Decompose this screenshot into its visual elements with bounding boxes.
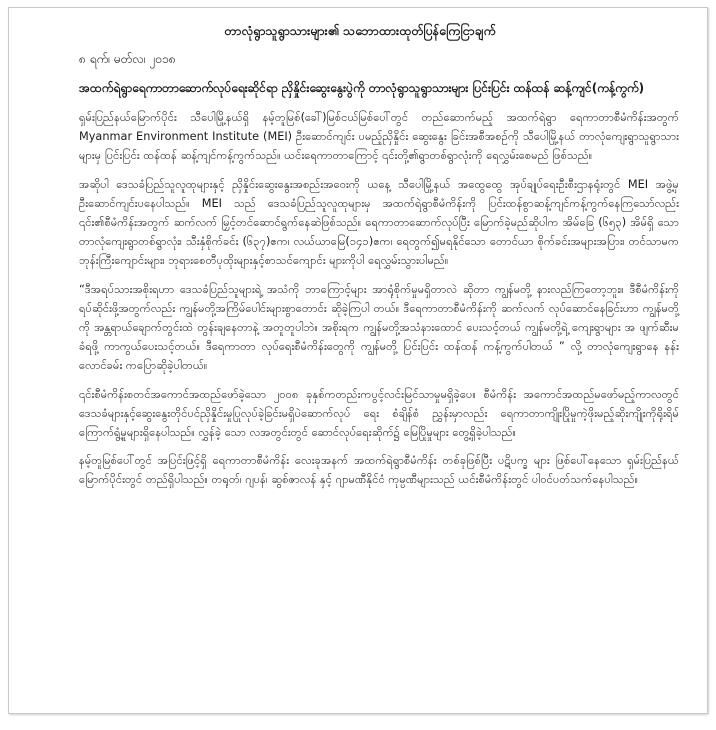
paragraph-3: “ဒီအရပ်သားအစိုးရဟာ ဒေသခံပြည်သူများရဲ့ အသံကို ဘာကြောင့်များ အာရုံစိုက်မှုမရှိတာလဲ ဆိုတာ ကျွန်မတို့ နားလည်ကြတော့ဘူး။ ဒီစီမံကိန်းကို ရပ်ဆိုင်းဖို့အတွက်လည်း ကျွန်မတို့အကြိမ်ပေါင်းများစွာတောင်း ဆိုခဲ့ကြပါ တယ်။ ဒီရေကာတာစီမံကိန်းကို ဆက်လက် လုပ်ဆောင်နေခြင်းဟာ ကျွန်မတို့ကို အန္တရာယ်ချောက်တွင်းထဲ တွန်းချနေတာနဲ့ အတူတူပါဘဲ။ အစိုးရက ကျွန်မတို့အသံနားထောင် ပေးသင့်တယ် ကျွန်မတို့ရဲ့ ကျေးရွာများ အ ဖျက်ဆီးမခံရဖို့ ကာကွယ်ပေးသင့်တယ်။ ဒီရေကာတာ လုပ်ရေးစီမံကိန်းတွေကို ကျွန်မတို့ ပြင်းပြင်း ထန်ထန် ကန့်ကွက်ပါတယ် ” လို့ တာလုံကျေးရွာနေ နန်းလောင်ခမ်း ကပြောဆိုခဲ့ပါတယ်။	[79, 282, 679, 373]
document-date: ၈ ရက်၊ မတ်လ၊ ၂၀၁၈	[79, 52, 176, 66]
document-headline: အထက်ရဲရွာရေကာတာဆောက်လုပ်ရေးဆိုင်ရာ ညှိနှိုင်းဆွေးနွေးပွဲကို တာလုံရွာသူရွာသားများ ပြင်းပြင်း ထန်ထန် ဆန့်ကျင်(ကန့်ကွက်)	[79, 81, 645, 95]
paragraph-2: အဆိုပါ ဒေသခံပြည်သူလူထုများနှင့် ညှိနှိုင်းဆွေးနွေးအစည်းအဝေးကို ယနေ့ သီပေါမြို့နယ် အထွေထွေ အုပ်ချုပ်ရေးဦးစီးဌာနရုံးတွင် MEI အဖွဲ့မှ ဦးဆောင်ကျင်းပနေပါသည်။ MEI သည် ဒေသခံပြည်သူလူထုများမှ အထက်ရဲရွာစီမံကိန်းကို ပြင်းထန်စွာဆန့်ကျင်ကန့်ကွက်နေကြသော်လည်း ၎င်း၏စီမံကိန်းအတွက် ဆက်လက် မြှင့်တင်ဆောင်ရွက်နေဆဲဖြစ်သည်။ ရေကာတာဆောက်လုပ်ပြီး မြောက်ခဲ့မည်ဆိုပါက အိမ်ခြေ (၆၅၃) အိမ်ရှိ သော တာလုံကျေးရွာတစ်ရွာလုံး၊ သီးနှံစိုက်ခင်း (၆၃၇)ဧက၊ လယ်ယာမြေ(၁၄၁)ဧက၊ ရေတွက်၍မရနိုင်သော တောင်ယာ စိုက်ခင်းအများအပြား၊ တင်သာမက ဘုန်းကြီးကျောင်းများ၊ ဘုရားစေတီပုထိုးများနှင့်စာသင်ကျောင်း များကိုပါ ရေလွှမ်းသွားပါမည်။	[79, 177, 679, 268]
paragraph-5: နမ့်တူမြစ်ပေါ်တွင် အပြင်းဖြင့်ရှိ ရေကာတာစီမံကိန်း လေးခုအနက် အထက်ရဲရွာစီမံကိန်း တစ်ခုဖြစ်ပြီး ပဋိပက္ခ များ ဖြစ်ပေါ်နေသော ရှမ်းပြည်နယ်မြောက်ပိုင်းတွင် တည်ရှိပါသည်။ တရုတ်၊ ဂျပန်၊ ဆွစ်ဇာလန် နှင့် ဂျာမဏီနိုင်ငံ ကုမ္ပဏီများသည် ယင်းစီမံကိန်းတွင် ပါဝင်ပတ်သက်နေပါသည်။	[79, 454, 679, 487]
document-title: တာလုံရွာသူရွာသားများ၏ သဘောထားထုတ်ပြန်ကြေငြာချက်	[224, 23, 496, 38]
paragraph-4: ၎င်းစီမံကိန်းစတင်အကောင်အထည်ဖော်ခဲ့သော ၂၀၀၈ ခုနှစ်ကတည်းကပွင့်လင်းမြင်သာမှုမရှိခဲ့ပေ။ စီမံကိန်း အကောင်အထည်မဖော်မည့်ကာလတွင် ဒေသခံများနှင့်ဆွေးနွေးတိုင်ပင်ညှိနှိုင်းမှုပြုလုပ်ခဲ့ခြင်းမရှိပဲဆောက်လုပ် ရေး စံချိန်စံ ညွှန်းမှာလည်း ရေကာတာကျိုးပြိုမှုကဲ့ဖိုးမည့်ဆိုးကျိုးကိုရိုးရိမ်ကြောက်ရွံ့မှုများရှိနေပါသည်။ လွှန်ခဲ့ သော လအတွင်းတွင် ဆောင်လုပ်ရေးဆိုက်၌ မြေပြိုမှုများ တွေ့ရှိခဲ့ပါသည်။	[79, 387, 679, 440]
paragraph-1: ရှမ်းပြည်နယ်မြောက်ပိုင်း သီပေါမြို့နယ်ရှိ နမ့်တူမြစ်(ခေါ်)မြစ်ငယ်မြစ်ပေါ်တွင် တည်ဆောက်မည့် အထက်ရဲရွာ ရေကာတာစီမံကိန်းအတွက် Myanmar Environment Institute (MEI) ဦးဆောင်ကျင်း ပမည့်ညှိနှိုင်း ဆွေးနွေး ခြင်းအစီအစဉ်ကို သီပေါမြို့နယ် တာလုံကျေးရွာသူရွာသားများမှ ပြင်းပြင်း ထန်ထန် ဆန့်ကျင်ကန့်ကွက်သည်။ ယင်းရေကာတာကြောင့် ၎င်းတို့၏ရွာတစ်ရွာလုံးကို ရေလွှမ်းစေမည် ဖြစ်သည်။	[79, 111, 679, 163]
document-page	[8, 7, 708, 714]
